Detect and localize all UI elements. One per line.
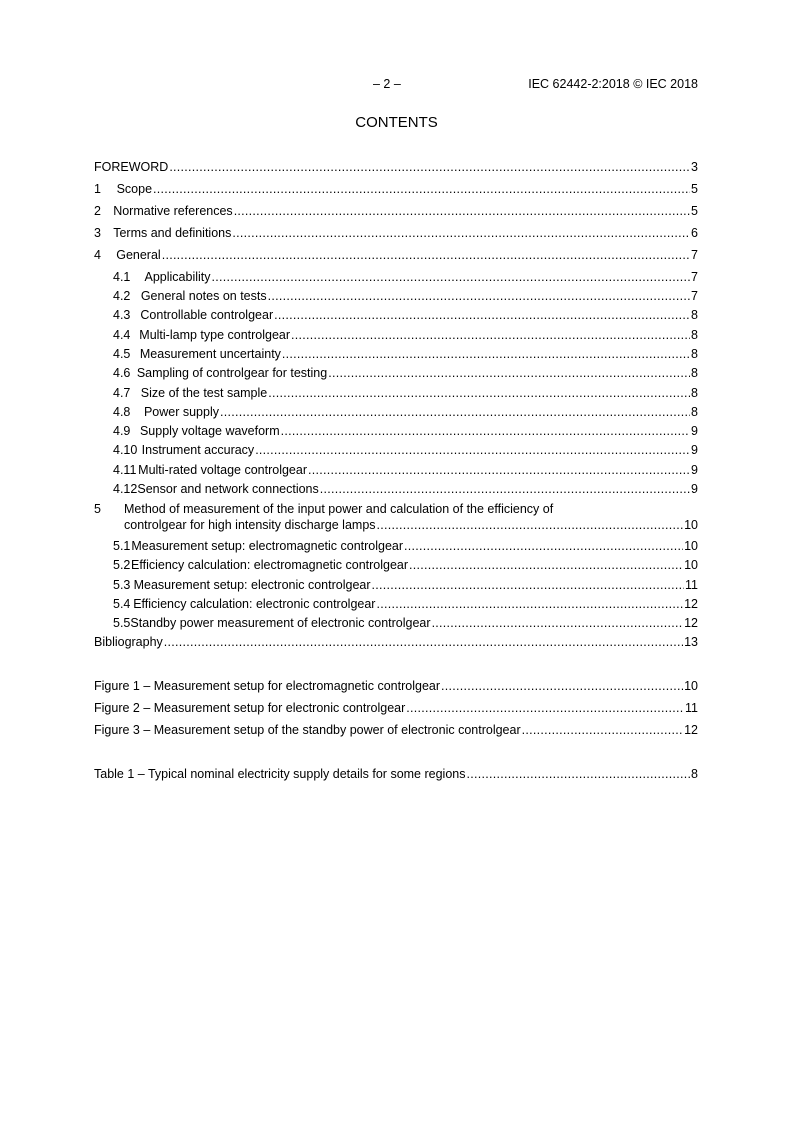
dot-leader [404,538,683,554]
dot-leader [274,307,690,323]
toc-entry-text: Controllable controlgear [140,308,274,322]
dot-leader [255,442,690,458]
dot-leader [406,700,684,716]
toc-entry-text: Measurement uncertainty [139,347,281,361]
toc-entry-number: 1 [94,182,101,196]
toc-entry-number: 5.3 [113,578,131,592]
toc-entry-text-continued: controlgear for high intensity discharge lamps [124,518,376,532]
dot-leader [212,269,691,285]
figure-entry-text: Figure 2 – Measurement setup for electronic controlgear [94,701,406,715]
dot-leader [372,577,685,593]
dot-leader [232,225,690,241]
toc-entry-5-4[interactable] [94,596,698,612]
dot-leader [169,159,690,175]
toc-entry-page: 12 [684,616,698,630]
toc-entry-4-12[interactable] [94,481,698,497]
figure-entry-text: Figure 1 – Measurement setup for electromagnetic controlgear [94,679,441,693]
toc-entry-number: 5.2 [113,558,131,572]
toc-entry-text: Sensor and network connections [137,482,319,496]
toc-entry-5-5[interactable] [94,615,698,631]
toc-entry-page: 12 [684,597,698,611]
standard-reference: IEC 62442-2:2018 © IEC 2018 [528,77,698,91]
toc-entry-number: 4.11 [113,463,137,477]
toc-entry-number: 3 [94,226,101,240]
dot-leader [281,423,690,439]
dot-leader [162,247,690,263]
toc-entry-number: 4.9 [113,424,131,438]
toc-entry-page: 9 [691,443,698,457]
dot-leader [220,404,690,420]
toc-entry-page: 7 [691,289,698,303]
dot-leader [282,346,690,362]
toc-entry-page: 7 [691,248,698,262]
toc-entry-number: 5 [94,502,101,516]
toc-entry-4-2[interactable] [94,288,698,304]
toc-entry-4[interactable] [94,247,698,263]
toc-entry-number: 5.4 [113,597,131,611]
dot-leader [291,327,690,343]
toc-entry-text: Efficiency calculation: electromagnetic controlgear [131,558,409,572]
toc-entry-page: 3 [691,160,698,174]
toc-entry-text: Size of the test sample [140,386,268,400]
toc-entry-text: General [116,248,161,262]
dot-leader [441,678,683,694]
toc-entry-text: Bibliography [94,635,163,649]
dot-leader [234,203,690,219]
toc-entry-number: 4.1 [113,270,131,284]
toc-entry-number: 4.12 [113,482,138,496]
toc-entry-3[interactable] [94,225,698,241]
toc-entry-text: Scope [116,182,153,196]
toc-entry-page: 13 [684,635,698,649]
toc-entry-4-6[interactable] [94,365,698,381]
toc-entry-number: 4.2 [113,289,131,303]
dot-leader [268,288,690,304]
toc-entry-5-1[interactable] [94,538,698,554]
toc-entry-page: 10 [684,518,698,532]
toc-entry-number: 2 [94,204,101,218]
toc-entry-number: 4.3 [113,308,131,322]
toc-entry-page: 10 [684,558,698,572]
dot-leader [466,766,690,782]
table-entry-1[interactable] [94,766,698,782]
toc-entry-page: 9 [691,482,698,496]
dot-leader [522,722,683,738]
dot-leader [409,557,683,573]
toc-entry-number: 4 [94,248,101,262]
toc-entry-number: 4.4 [113,328,131,342]
toc-entry-page: 8 [691,366,698,380]
toc-entry-text: Efficiency calculation: electronic controlgear [133,597,376,611]
figure-entry-page: 10 [684,679,698,693]
toc-entry-text: FOREWORD [94,160,169,174]
toc-entry-text: Supply voltage waveform [139,424,280,438]
toc-entry-text: Power supply [143,405,219,419]
toc-entry-page: 9 [691,463,698,477]
toc-entry-number: 5.5 [113,616,131,630]
toc-entry-line2 [94,517,698,533]
toc-entry-page: 8 [691,308,698,322]
toc-entry-page: 9 [691,424,698,438]
toc-entry-4-4[interactable] [94,327,698,343]
dot-leader [432,615,684,631]
dot-leader [328,365,690,381]
toc-entry-4-10[interactable] [94,442,698,458]
toc-entry-number: 4.5 [113,347,131,361]
dot-leader [377,517,684,533]
toc-entry-text: Instrument accuracy [141,443,255,457]
toc-entry-4-11[interactable] [94,462,698,478]
toc-entry-5-3[interactable] [94,577,698,593]
toc-entry-page: 8 [691,405,698,419]
toc-entry-page: 10 [684,539,698,553]
toc-entry-4-7[interactable] [94,385,698,401]
page-header [95,76,698,92]
toc-entry-text: Multi-rated voltage controlgear [138,463,307,477]
dot-leader [308,462,690,478]
toc-entry-text: Measurement setup: electromagnetic controlgear [131,539,404,553]
figure-entry-3[interactable] [94,722,698,738]
toc-entry-5-2[interactable] [94,557,698,573]
toc-entry-text: Applicability [144,270,211,284]
dot-leader [320,481,690,497]
toc-entry-1[interactable] [94,181,698,197]
dot-leader [376,596,683,612]
toc-entry-text: Terms and definitions [113,226,232,240]
figure-entry-page: 12 [684,723,698,737]
dot-leader [153,181,690,197]
toc-entry-number: 5.1 [113,539,131,553]
figure-entry-1[interactable] [94,678,698,694]
toc-entry-4-1[interactable] [94,269,698,285]
toc-entry-5[interactable] [94,501,698,533]
toc-entry-number: 4.8 [113,405,131,419]
toc-entry-text: Method of measurement of the input power and calculation of the efficiency of [124,502,554,516]
figure-entry-text: Figure 3 – Measurement setup of the standby power of electronic controlgear [94,723,521,737]
page-title: CONTENTS [355,114,438,131]
toc-entry-foreword[interactable] [94,159,698,175]
toc-entry-text: Normative references [113,204,233,218]
toc-entry-number: 4.7 [113,386,131,400]
page-number: – 2 – [373,77,401,91]
toc-entry-text: General notes on tests [140,289,267,303]
figure-entry-2[interactable] [94,700,698,716]
figure-entry-page: 11 [685,701,698,715]
toc-entry-page: 5 [691,182,698,196]
toc-entry-2[interactable] [94,203,698,219]
dot-leader [164,634,683,650]
toc-entry-text: Multi-lamp type controlgear [139,328,291,342]
toc-entry-page: 8 [691,347,698,361]
toc-entry-text: Sampling of controlgear for testing [136,366,328,380]
toc-entry-line1 [94,501,698,517]
toc-entry-page: 8 [691,328,698,342]
table-entry-page: 8 [691,767,698,781]
toc-entry-page: 6 [691,226,698,240]
toc-entry-text: Measurement setup: electronic controlgear [133,578,371,592]
table-entry-text: Table 1 – Typical nominal electricity supply details for some regions [94,767,466,781]
toc-entry-text: Standby power measurement of electronic controlgear [130,616,431,630]
toc-entry-page: 5 [691,204,698,218]
toc-entry-4-9[interactable] [94,423,698,439]
toc-entry-page: 11 [685,578,698,592]
toc-entry-4-3[interactable] [94,307,698,323]
toc-entry-page: 8 [691,386,698,400]
toc-entry-number: 4.10 [113,443,138,457]
toc-entry-bibliography[interactable] [94,634,698,650]
dot-leader [268,385,690,401]
toc-entry-number: 4.6 [113,366,131,380]
toc-entry-4-5[interactable] [94,346,698,362]
toc-entry-4-8[interactable] [94,404,698,420]
toc-entry-page: 7 [691,270,698,284]
